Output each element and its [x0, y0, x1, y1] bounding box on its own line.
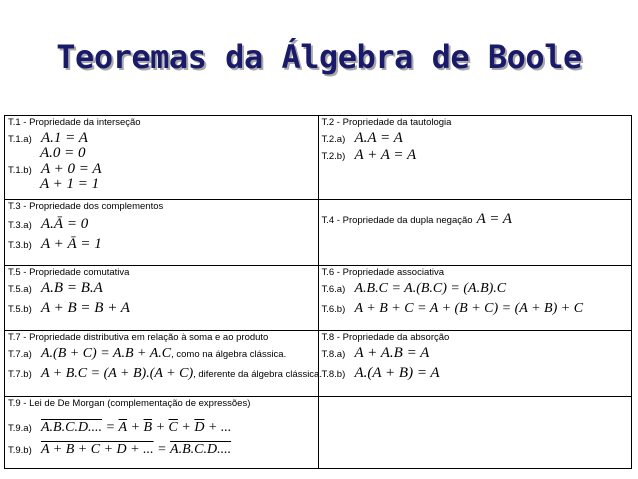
t5b-label: T.5.b): [8, 304, 32, 315]
t3b-expr: A + Ā = 1: [41, 236, 102, 252]
t9a-lhs: A.B.C.D....: [41, 420, 103, 435]
theorems-table: [4, 115, 632, 469]
t8b-expr: A.(A + B) = A: [354, 365, 440, 381]
t9a-label: T.9.a): [8, 423, 32, 434]
t2b-label: T.2.b): [321, 151, 346, 162]
t1b-label: T.1.b): [8, 165, 32, 176]
t9b-rhs: A.B.C.D....: [170, 442, 232, 457]
t3-header: T.3 - Propriedade dos complementos: [8, 201, 164, 212]
cell-t7: [5, 331, 322, 397]
t9a-equals: =: [102, 420, 119, 435]
t8b-label: T.8.b): [321, 369, 346, 380]
t6b-label: T.6.b): [321, 304, 346, 315]
cell-t4: [318, 200, 632, 266]
t9b-equals: =: [153, 442, 171, 457]
t7a-label: T.7.a): [8, 349, 32, 360]
t2b-expr: A + A = A: [354, 147, 417, 163]
t1a-expr-2: A.0 = 0: [40, 145, 86, 161]
t2a-label: T.2.a): [321, 134, 346, 145]
t1-header: T.1 - Propriedade da interseção: [8, 117, 141, 128]
cell-t9: [5, 397, 319, 469]
t6b-expr: A + B + C = A + (B + C) = (A + B) + C: [354, 301, 584, 316]
t6a-expr: A.B.C = A.(B.C) = (A.B).C: [354, 281, 507, 296]
t7-header: T.7 - Propriedade distributiva em relação à soma e ao produto: [8, 332, 269, 343]
t9a-term-b: $\overline{B}$: [143, 420, 153, 435]
t6a-label: T.6.a): [321, 284, 346, 295]
cell-t8: [318, 331, 632, 397]
t3a-expr: A.Ā = 0: [41, 216, 89, 232]
t9a-plus-1: +: [127, 420, 144, 435]
t5a-expr: A.B = B.A: [41, 280, 103, 296]
t7a-note: , como na álgebra clássica.: [171, 349, 287, 360]
t6-header: T.6 - Propriedade associativa: [321, 267, 445, 278]
cell-t2: [318, 116, 632, 200]
slide-title: Teoremas da Álgebra de Boole: [56, 38, 582, 76]
t7b-note: , diferente da álgebra clássica.: [193, 369, 322, 380]
t9a-term-c: $\overline{C}$: [168, 420, 178, 435]
cell-t5: [5, 266, 319, 331]
cell-t1: [5, 116, 319, 200]
t5a-label: T.5.a): [8, 284, 32, 295]
t9a-plus-2: +: [152, 420, 169, 435]
t4-text: T.4 - Propriedade da dupla negação: [321, 215, 473, 226]
t1b-expr-1: A + 0 = A: [41, 161, 102, 177]
t1b-expr-2: A + 1 = 1: [40, 176, 100, 192]
t9b-lhs: A + B + C + D + ...: [41, 442, 154, 457]
t2a-expr: A.A = A: [354, 130, 403, 146]
t9a-term-d: $\overline{D}$: [194, 420, 205, 435]
t3a-label: T.3.a): [8, 220, 32, 231]
t8a-label: T.8.a): [321, 349, 346, 360]
t7b-label: T.7.b): [8, 369, 32, 380]
t8-header: T.8 - Propriedade da absorção: [321, 332, 450, 343]
t3b-label: T.3.b): [8, 240, 32, 251]
t1a-expr-1: A.1 = A: [41, 130, 88, 146]
t9a-tail: + ...: [204, 420, 232, 435]
t7b-expr: A + B.C = (A + B).(A + C): [41, 366, 194, 381]
t5b-expr: A + B = B + A: [41, 300, 130, 316]
t7a-expr: A.(B + C) = A.B + A.C: [41, 346, 172, 361]
t9a-term-a: $\overline{A}$: [118, 420, 128, 435]
t9a-plus-3: +: [177, 420, 195, 435]
t8a-expr: A + A.B = A: [354, 345, 430, 361]
t9b-label: T.9.b): [8, 445, 32, 456]
cell-empty: [318, 397, 632, 469]
cell-t6: [318, 266, 632, 331]
cell-t3: [5, 200, 319, 266]
t4-expr: A = A: [476, 211, 512, 227]
t2-header: T.2 - Propriedade da tautologia: [321, 117, 452, 128]
t1a-label: T.1.a): [8, 134, 32, 145]
t5-header: T.5 - Propriedade comutativa: [8, 267, 130, 278]
t9-header: T.9 - Lei de De Morgan (complementação de expressões): [8, 398, 251, 409]
